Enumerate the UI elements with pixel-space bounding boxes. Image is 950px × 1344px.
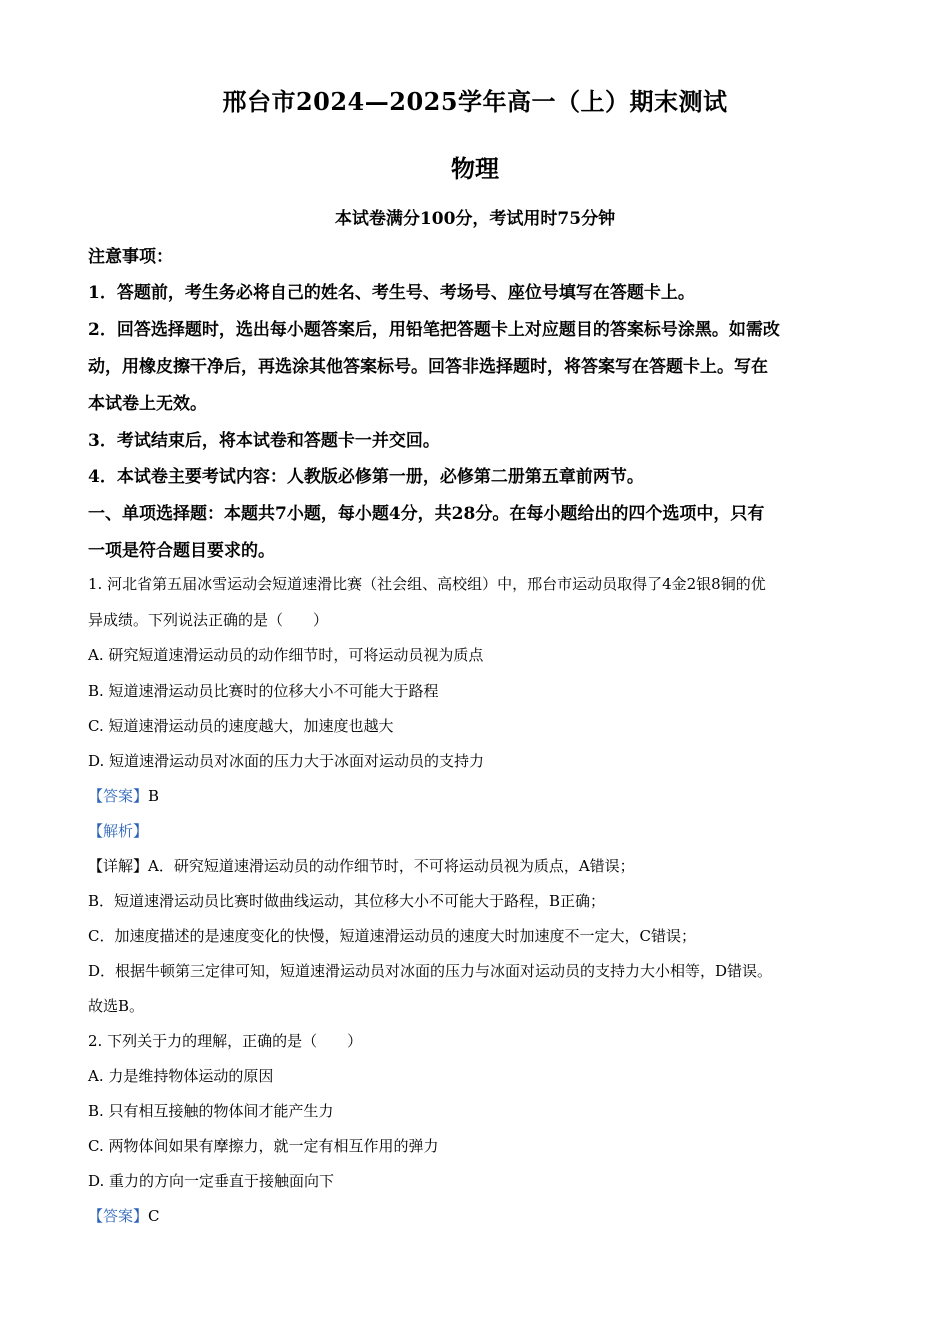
- question-1-stem: 1. 河北省第五届冰雪运动会短道速滑比赛（社会组、高校组）中，邢台市运动员取得了4金2银8铜的优: [88, 575, 766, 593]
- detail-line: [88, 855, 635, 876]
- exam-info: 本试卷满分100分，考试用时75分钟: [334, 209, 616, 229]
- notice-line: 4．本试卷主要考试内容：人教版必修第一册，必修第二册第五章前两节。: [88, 467, 644, 487]
- notice-line: 2．回答选择题时，选出每小题答案后，用铅笔把答题卡上对应题目的答案标号涂黑。如需改: [88, 320, 780, 340]
- question-1-option-b: B. 短道速滑运动员比赛时的位移大小不可能大于路程: [88, 682, 439, 700]
- answer-value: B: [148, 787, 160, 805]
- question-1-option-a: A. 研究短道速滑运动员的动作细节时，可将运动员视为质点: [88, 646, 484, 664]
- question-2-option-d: D. 重力的方向一定垂直于接触面向下: [88, 1172, 335, 1190]
- question-2-option-a: A. 力是维持物体运动的原因: [88, 1067, 274, 1085]
- detail-line: C．加速度描述的是速度变化的快慢，短道速滑运动员的速度大时加速度不一定大，C错误；: [88, 927, 696, 945]
- question-1-stem-cont: 异成绩。下列说法正确的是（ ）: [88, 611, 329, 629]
- detail-line: D．根据牛顿第三定律可知，短道速滑运动员对冰面的压力与冰面对运动员的支持力大小相等，D错误。: [88, 962, 773, 980]
- question-2-stem: 2. 下列关于力的理解，正确的是（ ）: [88, 1032, 363, 1050]
- section-heading: 一、单项选择题：本题共7小题，每小题4分，共28分。在每小题给出的四个选项中，只有: [88, 504, 765, 524]
- notice-line: 动，用橡皮擦干净后，再选涂其他答案标号。回答非选择题时，将答案写在答题卡上。写在: [88, 357, 768, 377]
- detail-conclusion: 故选B。: [88, 997, 145, 1015]
- detail-line: B．短道速滑运动员比赛时做曲线运动，其位移大小不可能大于路程，B正确；: [88, 892, 606, 910]
- question-1-option-d: D. 短道速滑运动员对冰面的压力大于冰面对运动员的支持力: [88, 752, 485, 770]
- answer-tag: 【答案】: [88, 1207, 149, 1225]
- detail-text: A．研究短道速滑运动员的动作细节时，不可将运动员视为质点，A错误；: [148, 857, 635, 875]
- subject-heading: 物理: [451, 154, 499, 183]
- answer-value: C: [148, 1207, 160, 1225]
- question-2-option-b: B. 只有相互接触的物体间才能产生力: [88, 1102, 334, 1120]
- question-1-option-c: C. 短道速滑运动员的速度越大，加速度也越大: [88, 717, 394, 735]
- question-1-answer: [88, 785, 159, 806]
- exam-title: 邢台市2024—2025学年高一（上）期末测试: [222, 87, 728, 116]
- analysis-tag: 【解析】: [88, 822, 149, 840]
- detail-tag: 【详解】: [88, 857, 149, 875]
- question-2-option-c: C. 两物体间如果有摩擦力，就一定有相互作用的弹力: [88, 1137, 439, 1155]
- question-2-answer: [88, 1205, 160, 1226]
- notice-line: 1．答题前，考生务必将自己的姓名、考生号、考场号、座位号填写在答题卡上。: [88, 283, 695, 303]
- notice-line: 本试卷上无效。: [88, 394, 207, 414]
- section-heading-cont: 一项是符合题目要求的。: [88, 541, 275, 561]
- notice-line: 3．考试结束后，将本试卷和答题卡一并交回。: [88, 431, 440, 451]
- answer-tag: 【答案】: [88, 787, 149, 805]
- notice-heading: 注意事项：: [88, 247, 173, 267]
